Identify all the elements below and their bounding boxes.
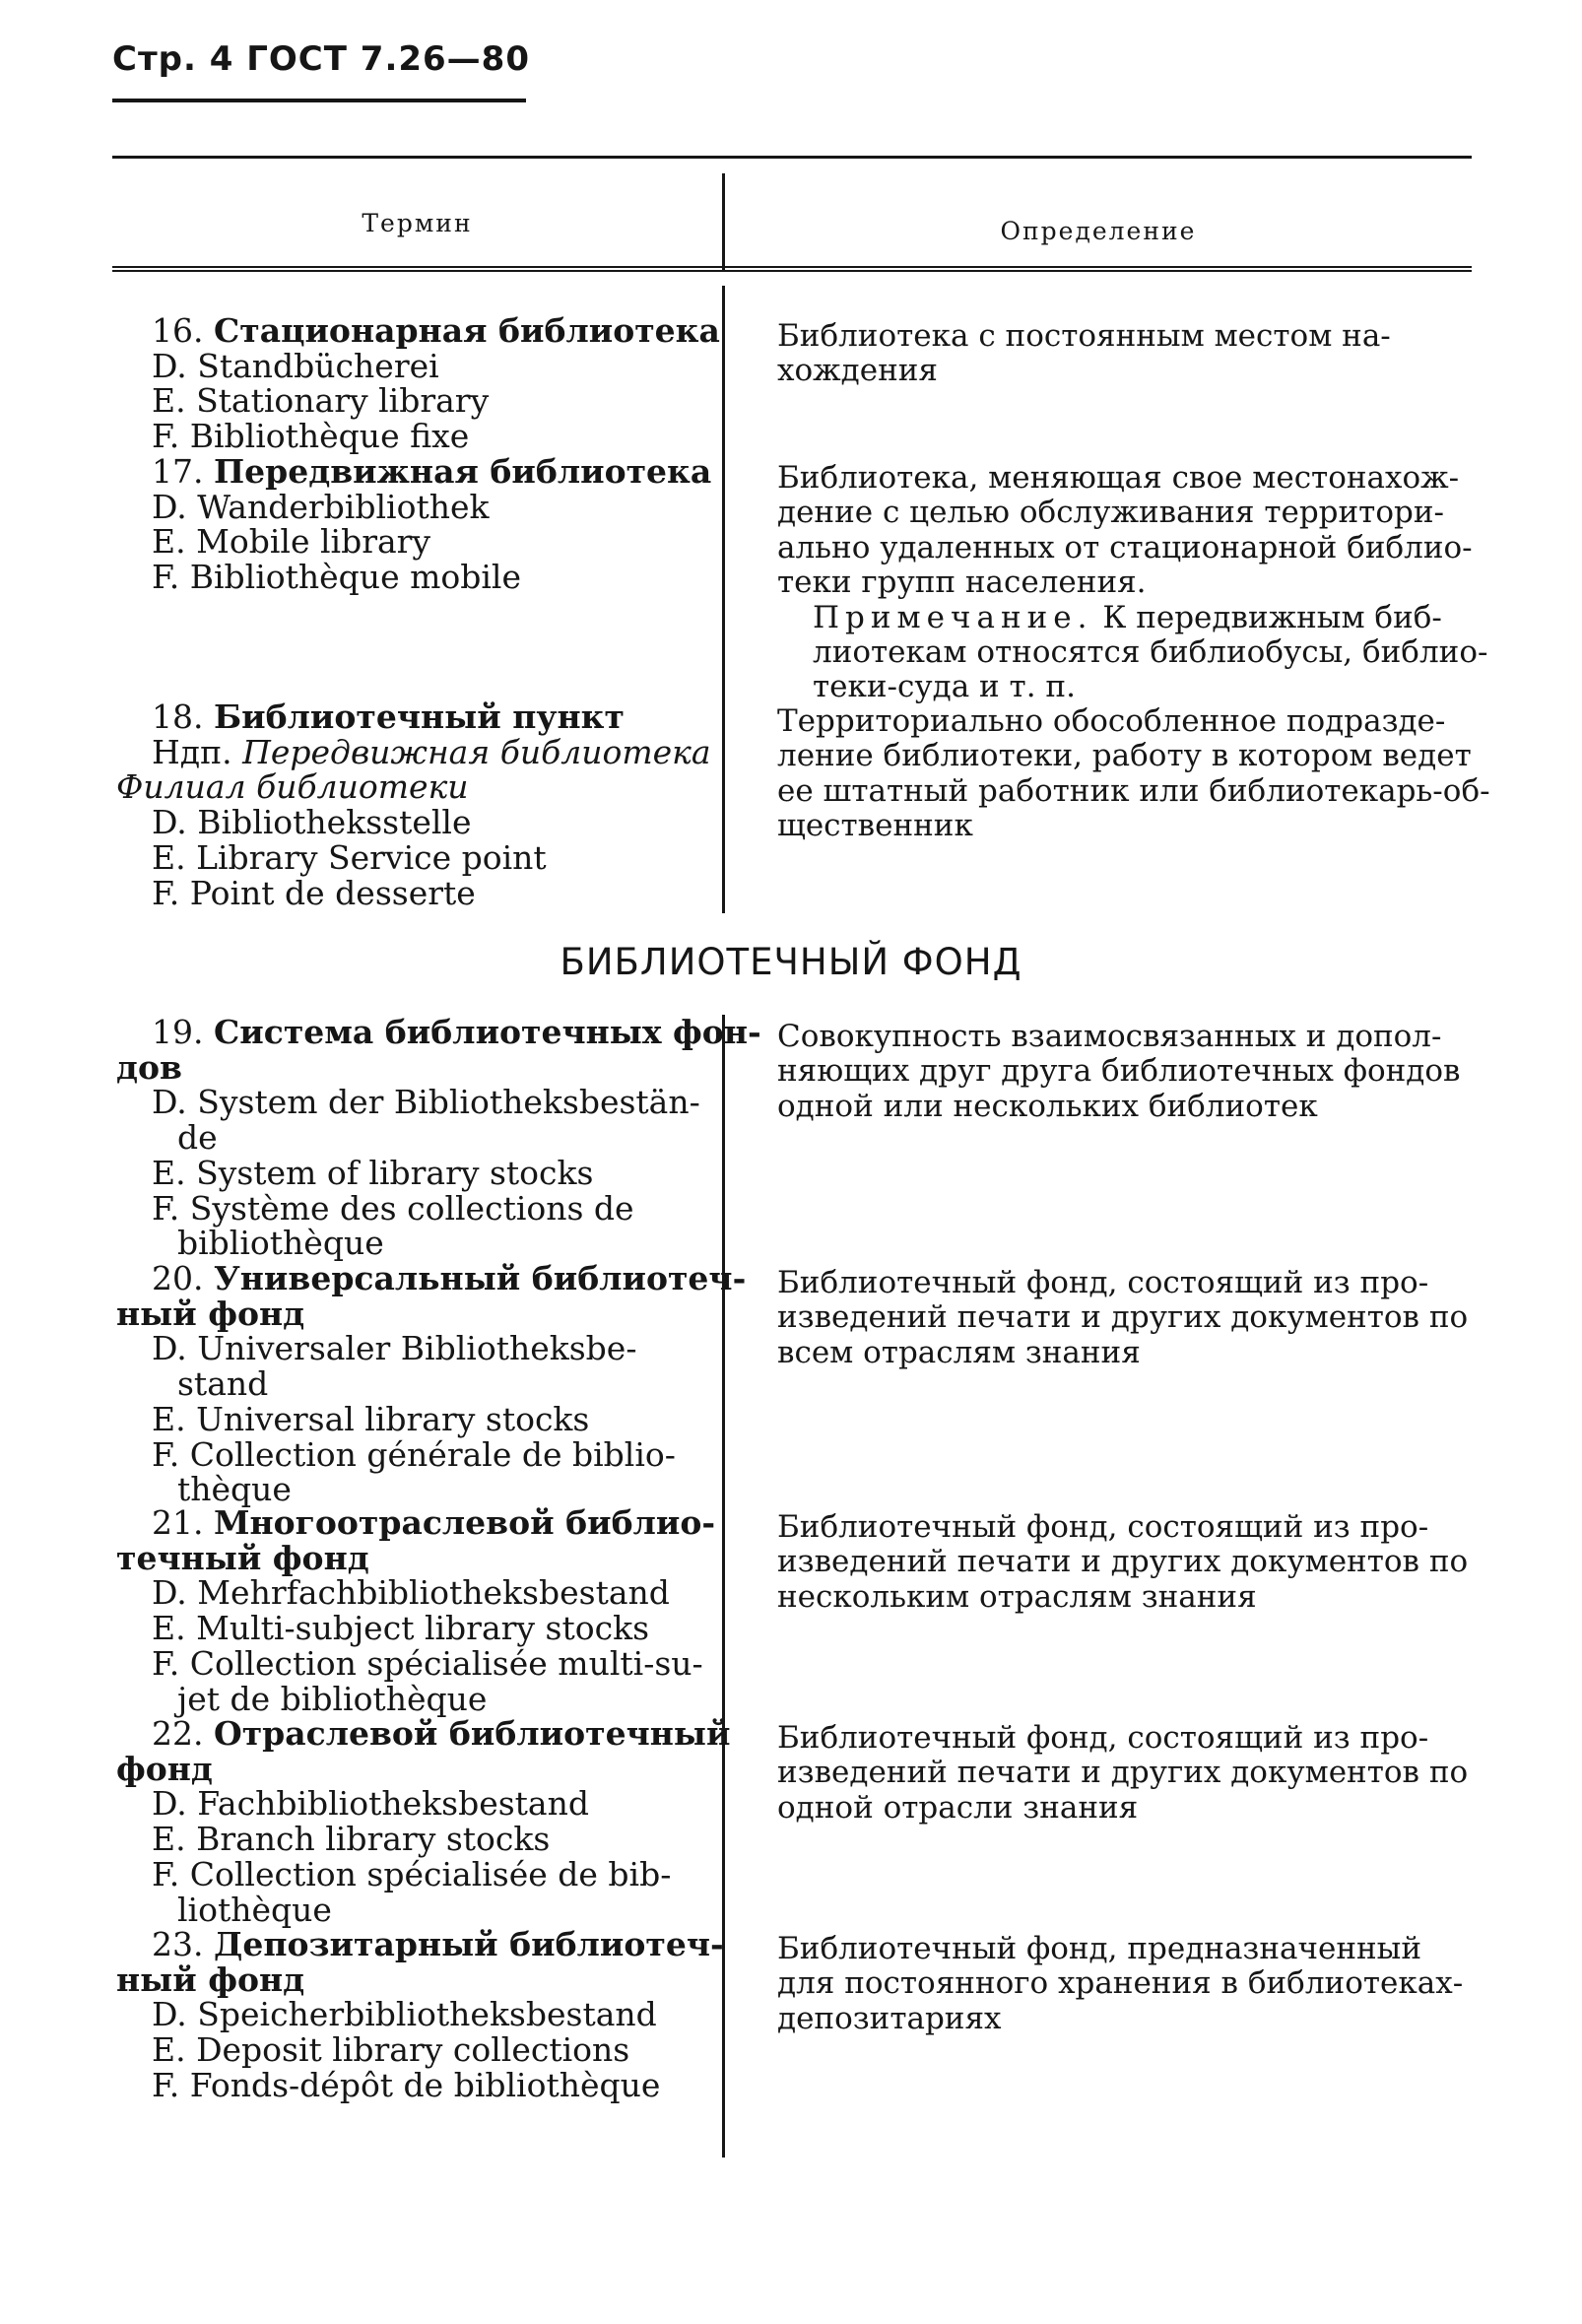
- term-number: 22.: [152, 1714, 204, 1753]
- definition-line: всем отраслям знания: [777, 1334, 1141, 1370]
- definition-line: изведений печати и других документов по: [777, 1755, 1469, 1791]
- equivalent-de-continued: de: [177, 1118, 218, 1158]
- definition-18: [777, 703, 1490, 844]
- table-head-rule: [112, 266, 1472, 272]
- term-number: 23.: [152, 1925, 204, 1963]
- term-name: Передвижная библиотека: [213, 452, 712, 491]
- equivalent-fr: F. Collection générale de biblio-: [152, 1434, 676, 1474]
- term-entry-17: [116, 452, 712, 597]
- term-number: 21.: [152, 1503, 204, 1542]
- equivalent-en: E. Universal library stocks: [152, 1399, 590, 1438]
- definition-line: Библиотечный фонд, предназначенный: [777, 1931, 1421, 1966]
- term-entry-18: [116, 697, 711, 912]
- column-divider-2: [722, 1015, 725, 2158]
- definition-line: теки групп населения.: [777, 564, 1147, 601]
- term-title: [116, 1714, 731, 1753]
- note-line: [777, 601, 1482, 635]
- definition-22: [777, 1721, 1482, 1826]
- definition-17: [777, 460, 1488, 705]
- ndp-label-group: [152, 732, 711, 771]
- equivalent-de: D. Speicherbibliotheksbestand: [152, 1995, 657, 2034]
- note-label: Примечание.: [813, 599, 1093, 635]
- term-entry-20: [116, 1259, 747, 1509]
- term-entry-22: [116, 1714, 731, 1929]
- definition-16: [777, 319, 1482, 389]
- definition-line: няющих друг друга библиотечных фондов: [777, 1053, 1461, 1090]
- column-header-definition: Определение: [1000, 217, 1197, 245]
- definition-line: для постоянного хранения в библиотеках-: [777, 1965, 1464, 2002]
- equivalent-fr: F. Collection spécialisée de bib-: [152, 1854, 672, 1893]
- equivalent-en: E. Deposit library collections: [152, 2030, 630, 2070]
- definition-23: [777, 1932, 1482, 2036]
- term-title: [116, 1925, 724, 1963]
- definition-line: Библиотека с постоянным местом на-: [777, 318, 1391, 354]
- column-divider-1: [722, 286, 725, 913]
- equivalent-de-continued: stand: [177, 1364, 269, 1404]
- section-title: БИБЛИОТЕЧНЫЙ ФОНД: [560, 941, 1022, 983]
- term-title: [116, 1013, 761, 1051]
- equivalent-fr-continued: liothèque: [177, 1890, 332, 1929]
- definition-line: ление библиотеки, работу в котором ведет: [777, 738, 1472, 774]
- equivalent-en: E. Library Service point: [152, 837, 547, 877]
- term-title: [116, 1503, 716, 1542]
- term-name-continued: ный фонд: [116, 1959, 305, 1999]
- note-line: теки-суда и т. п.: [813, 669, 1076, 705]
- equivalent-fr-continued: bibliothèque: [177, 1224, 384, 1263]
- equivalent-fr: F. Bibliothèque fixe: [152, 417, 470, 456]
- definition-line: Библиотечный фонд, состоящий из про-: [777, 1509, 1429, 1545]
- equivalent-de: D. Fachbibliotheksbestand: [152, 1784, 589, 1824]
- page-header: Стр. 4 ГОСТ 7.26—80: [112, 39, 530, 79]
- equivalent-en: E. Multi-subject library stocks: [152, 1609, 650, 1648]
- definition-line: хождения: [777, 353, 938, 389]
- term-number: 19.: [152, 1013, 204, 1051]
- term-name: Стационарная библиотека: [213, 311, 720, 350]
- definition-line: нескольким отраслям знания: [777, 1578, 1257, 1615]
- equivalent-fr: F. Bibliothèque mobile: [152, 558, 522, 597]
- term-name: Система библиотечных фон-: [213, 1013, 761, 1051]
- equivalent-fr: F. Fonds-dépôt de bibliothèque: [152, 2065, 661, 2104]
- term-entry-19: [116, 1013, 761, 1263]
- definition-line: ее штатный работник или библиотекарь-об-: [777, 772, 1490, 809]
- definition-line: дение с целью обслуживания территори-: [777, 495, 1444, 531]
- definition-line: Библиотека, меняющая свое местонахож-: [777, 460, 1460, 496]
- definition-19: [777, 1020, 1482, 1124]
- ndp-term: Передвижная библиотека: [242, 732, 711, 771]
- definition-line: изведений печати и других документов по: [777, 1544, 1469, 1580]
- note-text: К передвижным биб-: [1102, 599, 1442, 635]
- header-underline: [112, 99, 526, 102]
- definition-line: одной отрасли знания: [777, 1789, 1139, 1826]
- definition-line: одной или нескольких библиотек: [777, 1088, 1318, 1124]
- definition-line: Библиотечный фонд, состоящий из про-: [777, 1265, 1429, 1300]
- equivalent-en: E. Stationary library: [152, 381, 490, 421]
- definition-21: [777, 1510, 1482, 1615]
- definition-line: Совокупность взаимосвязанных и допол-: [777, 1019, 1442, 1054]
- term-name: Универсальный библиотеч-: [213, 1259, 747, 1297]
- definition-line: Территориально обособленное подразде-: [777, 703, 1446, 739]
- term-number: 16.: [152, 311, 204, 350]
- term-name-continued: течный фонд: [116, 1538, 369, 1577]
- term-name: Отраслевой библиотечный: [213, 1714, 731, 1753]
- table-top-rule: [112, 156, 1472, 159]
- term-title: [116, 1259, 747, 1297]
- equivalent-fr-continued: jet de bibliothèque: [177, 1679, 488, 1718]
- ndp-line: [116, 732, 711, 771]
- term-number: 17.: [152, 452, 204, 491]
- definition-20: [777, 1266, 1482, 1370]
- equivalent-de: D. Standbücherei: [152, 346, 439, 385]
- equivalent-fr: F. Collection spécialisée multi-su-: [152, 1643, 703, 1683]
- column-header-term: Термин: [362, 209, 473, 237]
- equivalent-en: E. Branch library stocks: [152, 1820, 551, 1859]
- definition-line: Библиотечный фонд, состоящий из про-: [777, 1720, 1429, 1756]
- definition-line: депозитариях: [777, 2000, 1002, 2036]
- term-name: Депозитарный библиотеч-: [213, 1925, 724, 1963]
- ndp-label: Ндп.: [152, 732, 232, 771]
- equivalent-fr: F. Système des collections de: [152, 1188, 634, 1228]
- note-line: лиотекам относятся библиобусы, библио-: [813, 634, 1488, 671]
- equivalent-en: E. Mobile library: [152, 522, 431, 562]
- term-title: [116, 699, 692, 735]
- equivalent-de: D. Universaler Bibliotheksbe-: [152, 1329, 637, 1368]
- term-number: 18.: [152, 697, 204, 736]
- ndp-term: Филиал библиотеки: [116, 767, 469, 807]
- term-title: [116, 311, 720, 350]
- definition-line: изведений печати и других документов по: [777, 1299, 1469, 1336]
- term-entry-21: [116, 1503, 716, 1718]
- equivalent-de: D. System der Bibliotheksbestän-: [152, 1083, 700, 1122]
- term-entry-23: [116, 1925, 724, 2104]
- term-name-continued: дов: [116, 1047, 182, 1087]
- equivalent-fr: F. Point de desserte: [152, 873, 476, 912]
- equivalent-fr-continued: thèque: [177, 1470, 292, 1509]
- term-name: Библиотечный пункт: [213, 697, 625, 736]
- term-name: Многоотраслевой библио-: [213, 1503, 716, 1542]
- definition-line: щественник: [777, 808, 973, 844]
- equivalent-en: E. System of library stocks: [152, 1153, 594, 1192]
- header-column-divider: [722, 173, 725, 270]
- term-name-continued: фонд: [116, 1749, 213, 1788]
- equivalent-de: D. Bibliotheksstelle: [152, 803, 472, 842]
- definition-line: ально удаленных от стационарной библио-: [777, 529, 1473, 565]
- term-number: 20.: [152, 1259, 204, 1297]
- term-title: [116, 452, 712, 491]
- equivalent-de: D. Wanderbibliothek: [152, 487, 490, 526]
- equivalent-de: D. Mehrfachbibliotheksbestand: [152, 1573, 670, 1613]
- term-name-continued: ный фонд: [116, 1294, 305, 1333]
- term-entry-16: [116, 311, 720, 456]
